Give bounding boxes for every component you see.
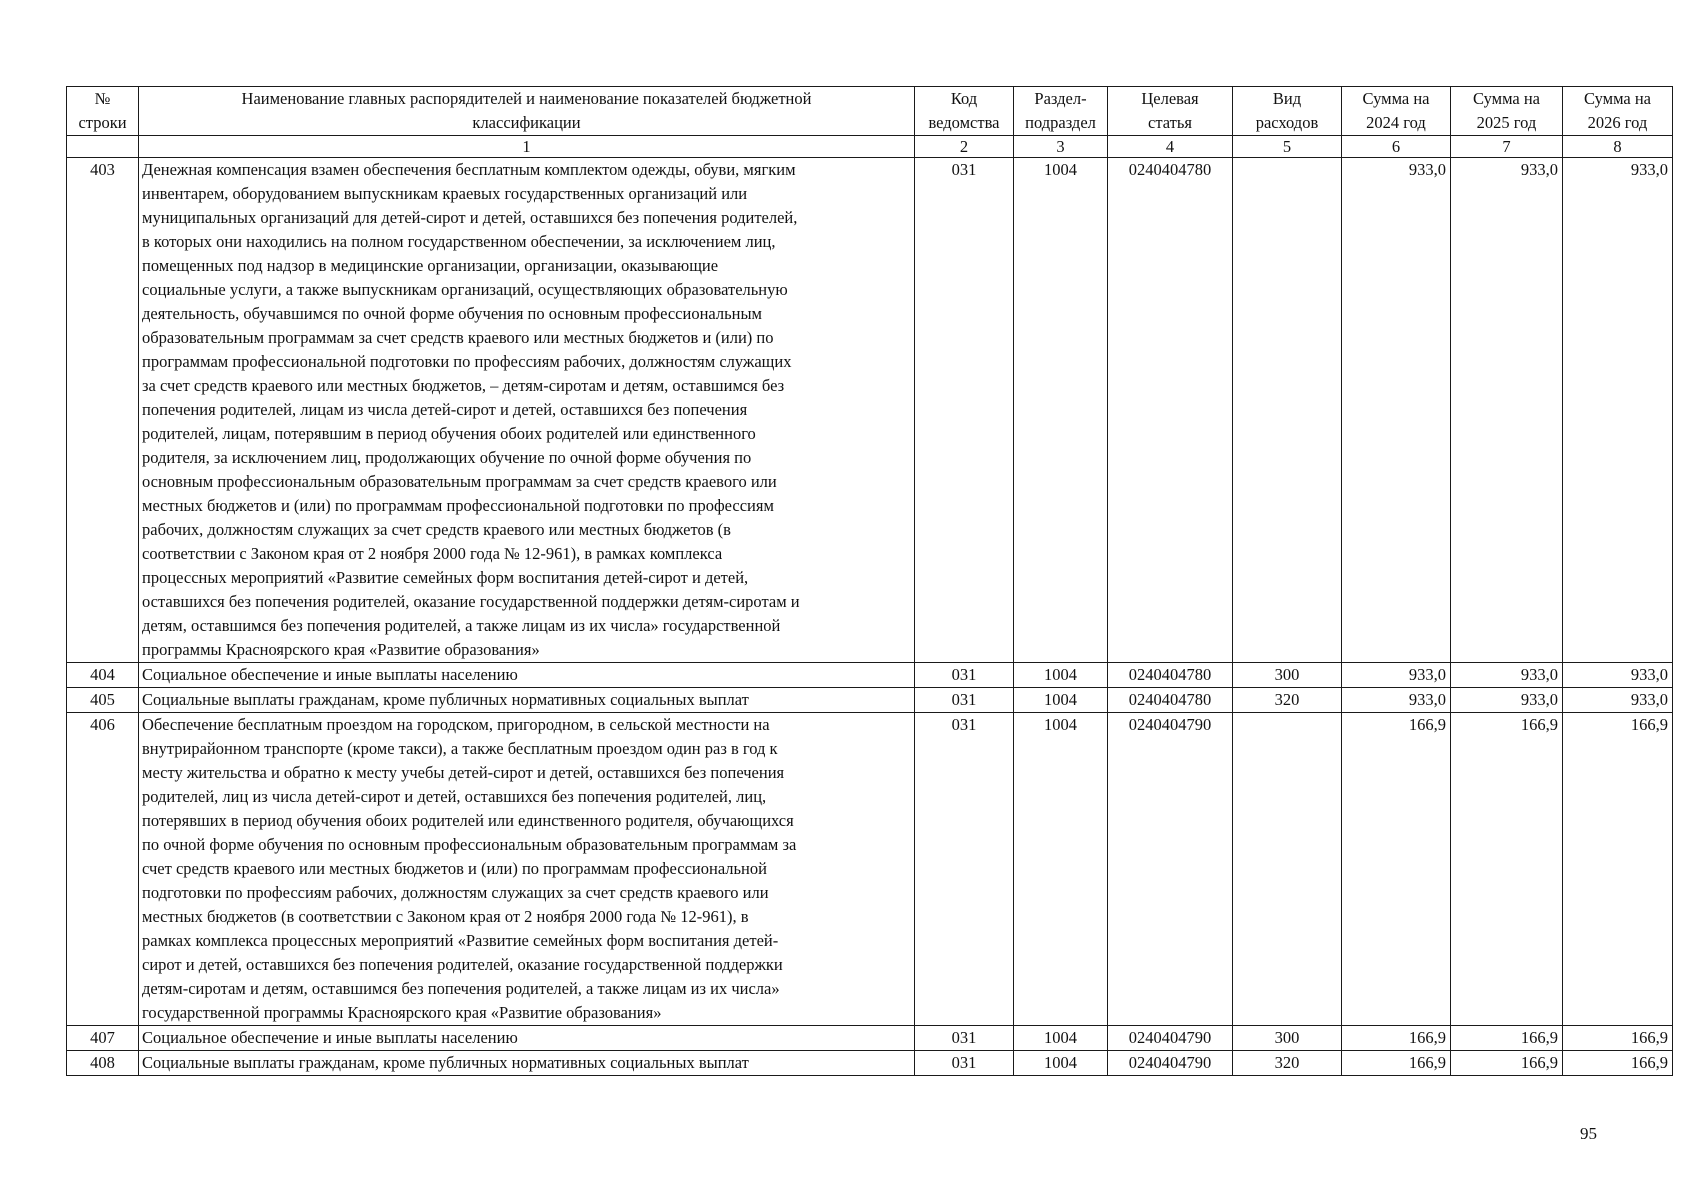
header-dept-code (915, 87, 1014, 136)
row-name-cell (139, 713, 915, 1026)
table-row (67, 663, 1673, 688)
header-target-line2: статья (1148, 113, 1192, 132)
row-name-line: родителя, за исключением лиц, продолжающих обучение по очной форме обучения по (142, 448, 752, 467)
row-name-cell (139, 1026, 915, 1051)
sum-2025-cell: 166,9 (1451, 1051, 1563, 1076)
dept-code-cell: 031 (915, 713, 1014, 1026)
header-name-line2: классификации (472, 113, 581, 132)
row-name-cell (139, 1051, 915, 1076)
header-target-line1: Целевая (1141, 89, 1199, 108)
row-name-line: образовательным программам за счет средств краевого или местных бюджетов и (или) по (142, 328, 774, 347)
column-number-1: 1 (139, 136, 915, 158)
target-article-cell: 0240404790 (1108, 713, 1233, 1026)
row-number-cell: 406 (67, 713, 139, 1026)
sum-2026-cell: 166,9 (1563, 713, 1673, 1026)
row-name-line: счет средств краевого или местных бюджетов и (или) по программам профессиональной (142, 859, 767, 878)
target-article-cell: 0240404780 (1108, 663, 1233, 688)
row-name-line: муниципальных организаций для детей-сирот и детей, оставшихся без попечения родителей, (142, 208, 798, 227)
target-article-cell: 0240404790 (1108, 1026, 1233, 1051)
row-name-line: Социальные выплаты гражданам, кроме публичных нормативных социальных выплат (142, 1053, 749, 1072)
column-number-5: 5 (1233, 136, 1342, 158)
row-name-line: подготовки по профессиям рабочих, должностям служащих за счет средств краевого или (142, 883, 769, 902)
sum-2024-cell: 166,9 (1342, 1026, 1451, 1051)
header-sum-2024-line1: Сумма на (1362, 89, 1430, 108)
table-row (67, 1051, 1673, 1076)
expense-type-cell: 320 (1233, 688, 1342, 713)
header-sum-2025-line1: Сумма на (1473, 89, 1540, 108)
expense-type-cell: 300 (1233, 663, 1342, 688)
target-article-cell: 0240404780 (1108, 688, 1233, 713)
expense-type-cell (1233, 158, 1342, 663)
header-exp-type-line1: Вид (1272, 89, 1302, 108)
row-name-line: Социальное обеспечение и иные выплаты населению (142, 665, 518, 684)
column-number-6: 6 (1342, 136, 1451, 158)
column-number-8: 8 (1563, 136, 1673, 158)
row-name-line: основным профессиональным образовательным программам за счет средств краевого или (142, 472, 777, 491)
section-cell: 1004 (1014, 1026, 1108, 1051)
row-name-line: Социальное обеспечение и иные выплаты населению (142, 1028, 518, 1047)
header-sum-2026-line1: Сумма на (1584, 89, 1651, 108)
section-cell: 1004 (1014, 713, 1108, 1026)
table-row (67, 1026, 1673, 1051)
sum-2024-cell: 933,0 (1342, 663, 1451, 688)
header-sum-2026 (1563, 87, 1673, 136)
dept-code-cell: 031 (915, 1026, 1014, 1051)
target-article-cell: 0240404780 (1108, 158, 1233, 663)
row-name-line: по очной форме обучения по основным профессиональным образовательным программам за (142, 835, 797, 854)
sum-2025-cell: 933,0 (1451, 158, 1563, 663)
header-dept-code-line1: Код (950, 89, 978, 108)
target-article-cell: 0240404790 (1108, 1051, 1233, 1076)
column-number-2: 2 (915, 136, 1014, 158)
row-name-line: инвентарем, оборудованием выпускникам краевых государственных организаций или (142, 184, 748, 203)
row-name-line: попечения родителей, лицам из числа детей-сирот и детей, оставшихся без попечения (142, 400, 748, 419)
header-sum-2024-line2: 2024 год (1366, 113, 1426, 132)
row-name-line: родителей, лицам, потерявшим в период обучения обоих родителей или единственного (142, 424, 756, 443)
row-name-line: государственной программы Красноярского края «Развитие образования» (142, 1003, 662, 1022)
header-sum-2025-line2: 2025 год (1476, 113, 1537, 132)
row-name-line: потерявших в период обучения обоих родителей или единственного родителя, обучающихся (142, 811, 794, 830)
row-name-line: за счет средств краевого или местных бюджетов, – детям-сиротам и детям, оставшимся без (142, 376, 785, 395)
header-name-line1: Наименование главных распорядителей и наименование показателей бюджетной (241, 89, 812, 108)
sum-2025-cell: 166,9 (1451, 1026, 1563, 1051)
row-name-line: помещенных под надзор в медицинские организации, организации, оказывающие (142, 256, 719, 275)
section-cell: 1004 (1014, 158, 1108, 663)
header-row-number-line1: № (94, 89, 111, 108)
row-name-line: Денежная компенсация взамен обеспечения бесплатным комплектом одежды, обуви, мягким (142, 160, 796, 179)
row-name-line: Социальные выплаты гражданам, кроме публичных нормативных социальных выплат (142, 690, 749, 709)
row-name-line: программы Красноярского края «Развитие образования» (142, 640, 540, 659)
header-target (1108, 87, 1233, 136)
row-number-cell: 403 (67, 158, 139, 663)
row-name-line: месту жительства и обратно к месту учебы детей-сирот и детей, оставшихся без попечения (142, 763, 785, 782)
sum-2025-cell: 933,0 (1451, 688, 1563, 713)
budget-table (66, 86, 1673, 1076)
dept-code-cell: 031 (915, 158, 1014, 663)
row-name-line: Обеспечение бесплатным проездом на городском, пригородном, в сельской местности на (142, 715, 770, 734)
row-name-line: соответствии с Законом края от 2 ноября 2000 года № 12-961), в рамках комплекса (142, 544, 723, 563)
row-name-line: рамках комплекса процессных мероприятий «Развитие семейных форм воспитания детей- (142, 931, 779, 950)
table-row (67, 688, 1673, 713)
header-exp-type (1233, 87, 1342, 136)
row-name-line: детям, оставшимся без попечения родителей, а также лицам из их числа» государственной (142, 616, 781, 635)
sum-2026-cell: 166,9 (1563, 1051, 1673, 1076)
sum-2026-cell: 166,9 (1563, 1026, 1673, 1051)
sum-2024-cell: 166,9 (1342, 713, 1451, 1026)
sum-2026-cell: 933,0 (1563, 688, 1673, 713)
dept-code-cell: 031 (915, 688, 1014, 713)
table-row (67, 713, 1673, 1026)
sum-2024-cell: 933,0 (1342, 688, 1451, 713)
table-row (67, 158, 1673, 663)
row-name-line: детям-сиротам и детям, оставшимся без попечения родителей, а также лицам из их числа» (142, 979, 780, 998)
section-cell: 1004 (1014, 663, 1108, 688)
expense-type-cell (1233, 713, 1342, 1026)
row-name-line: программам профессиональной подготовки по профессиям рабочих, должностям служащих (142, 352, 792, 371)
header-dept-code-line2: ведомства (928, 113, 1000, 132)
row-name-cell (139, 688, 915, 713)
column-number-row (67, 136, 1673, 158)
sum-2025-cell: 166,9 (1451, 713, 1563, 1026)
column-number-3: 3 (1014, 136, 1108, 158)
section-cell: 1004 (1014, 688, 1108, 713)
sum-2024-cell: 166,9 (1342, 1051, 1451, 1076)
row-name-line: социальные услуги, а также выпускникам организаций, осуществляющих образовательную (142, 280, 788, 299)
row-name-line: сирот и детей, оставшихся без попечения родителей, оказание государственной поддержки (142, 955, 783, 974)
row-name-line: рабочих, должностям служащих за счет средств краевого или местных бюджетов (в (142, 520, 731, 539)
column-number-7: 7 (1451, 136, 1563, 158)
header-sum-2025 (1451, 87, 1563, 136)
sum-2024-cell: 933,0 (1342, 158, 1451, 663)
header-row-number-line2: строки (78, 113, 127, 132)
header-row-number (67, 87, 139, 136)
row-name-line: деятельность, обучавшимся по очной форме обучения по основным профессиональным (142, 304, 762, 323)
sum-2025-cell: 933,0 (1451, 663, 1563, 688)
row-name-line: внутрирайонном транспорте (кроме такси), а также бесплатным проездом один раз в год к (142, 739, 778, 758)
column-number-4: 4 (1108, 136, 1233, 158)
page-number: 95 (1580, 1124, 1597, 1143)
expense-type-cell: 320 (1233, 1051, 1342, 1076)
header-section (1014, 87, 1108, 136)
header-name (139, 87, 915, 136)
row-number-cell: 404 (67, 663, 139, 688)
header-section-line2: подраздел (1025, 113, 1096, 132)
dept-code-cell: 031 (915, 1051, 1014, 1076)
header-sum-2024 (1342, 87, 1451, 136)
column-number-blank (67, 136, 139, 158)
row-name-cell (139, 158, 915, 663)
row-name-line: оставшихся без попечения родителей, оказание государственной поддержки детям-сиротам и (142, 592, 800, 611)
table-body (67, 158, 1673, 1076)
header-section-line1: Раздел- (1034, 89, 1087, 108)
header-row (67, 87, 1673, 136)
row-number-cell: 405 (67, 688, 139, 713)
row-number-cell: 407 (67, 1026, 139, 1051)
dept-code-cell: 031 (915, 663, 1014, 688)
row-name-line: местных бюджетов (в соответствии с Законом края от 2 ноября 2000 года № 12-961), в (142, 907, 749, 926)
row-number-cell: 408 (67, 1051, 139, 1076)
sum-2026-cell: 933,0 (1563, 158, 1673, 663)
expense-type-cell: 300 (1233, 1026, 1342, 1051)
row-name-line: процессных мероприятий «Развитие семейных форм воспитания детей-сирот и детей, (142, 568, 749, 587)
row-name-line: в которых они находились на полном государственном обеспечении, за исключением лиц, (142, 232, 776, 251)
section-cell: 1004 (1014, 1051, 1108, 1076)
row-name-line: местных бюджетов и (или) по программам профессиональной подготовки по профессиям (142, 496, 774, 515)
sum-2026-cell: 933,0 (1563, 663, 1673, 688)
header-exp-type-line2: расходов (1255, 113, 1319, 132)
header-sum-2026-line2: 2026 год (1587, 113, 1648, 132)
row-name-cell (139, 663, 915, 688)
row-name-line: родителей, лиц из числа детей-сирот и детей, оставшихся без попечения родителей, лиц, (142, 787, 767, 806)
